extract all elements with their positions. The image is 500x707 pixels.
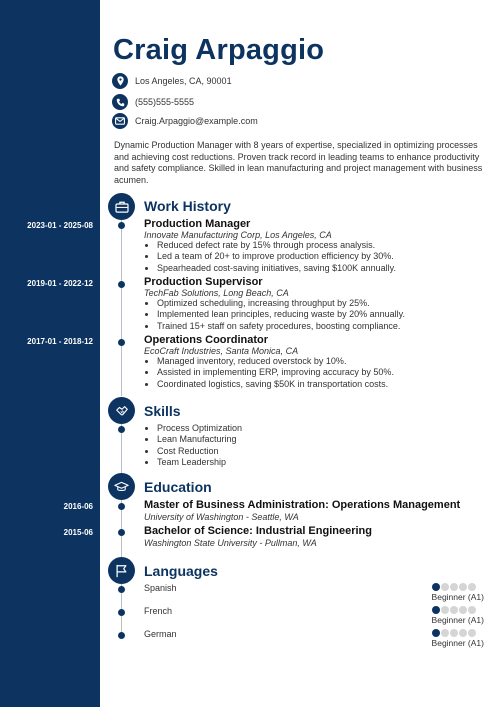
languages-heading: Languages bbox=[144, 563, 218, 579]
briefcase-icon bbox=[108, 193, 135, 220]
language-level: Beginner (A1) bbox=[431, 592, 484, 602]
timeline-dot bbox=[118, 281, 125, 288]
job-title: Production Supervisor bbox=[144, 276, 263, 288]
skill-item: • Lean Manufacturing bbox=[157, 434, 242, 445]
job-company: TechFab Solutions, Long Beach, CA bbox=[144, 288, 289, 298]
school-name: University of Washington - Seattle, WA bbox=[144, 512, 299, 522]
rating-dot-empty bbox=[468, 583, 476, 591]
timeline-dot bbox=[118, 632, 125, 639]
contact-email[interactable] bbox=[112, 113, 258, 129]
rating-dot-empty bbox=[459, 629, 467, 637]
job-bullets bbox=[157, 240, 396, 274]
timeline-dot bbox=[118, 586, 125, 593]
work-history-heading: Work History bbox=[144, 198, 231, 214]
rating-dot-filled bbox=[432, 629, 440, 637]
rating-dot-empty bbox=[468, 629, 476, 637]
job-bullet: • Led a team of 20+ to improve production efficiency by 30%. bbox=[157, 251, 396, 262]
job-bullets bbox=[157, 298, 405, 332]
job-bullet: • Optimized scheduling, increasing throughput by 25%. bbox=[157, 298, 405, 309]
envelope-icon bbox=[112, 113, 128, 129]
language-name: German bbox=[144, 629, 177, 639]
graduation-cap-icon bbox=[108, 473, 135, 500]
language-name: French bbox=[144, 606, 173, 616]
job-bullet: • Spearheaded cost-saving initiatives, saving $100K annually. bbox=[157, 263, 396, 274]
language-rating bbox=[432, 606, 477, 614]
contact-address bbox=[112, 73, 232, 89]
rating-dot-empty bbox=[441, 629, 449, 637]
timeline-dot bbox=[118, 609, 125, 616]
job-dates: 2019-01 - 2022-12 bbox=[27, 279, 93, 288]
flag-icon bbox=[108, 557, 135, 584]
skill-item: • Process Optimization bbox=[157, 423, 242, 434]
phone-icon bbox=[112, 94, 128, 110]
job-title: Operations Coordinator bbox=[144, 334, 269, 346]
job-title: Production Manager bbox=[144, 218, 251, 230]
rating-dot-empty bbox=[459, 583, 467, 591]
rating-dot-filled bbox=[432, 606, 440, 614]
job-bullet: • Implemented lean principles, reducing waste by 20% annually. bbox=[157, 309, 405, 320]
language-rating bbox=[432, 583, 477, 591]
rating-dot-empty bbox=[459, 606, 467, 614]
contact-phone bbox=[112, 94, 194, 110]
timeline-line-work bbox=[121, 216, 122, 396]
job-bullet: • Coordinated logistics, saving $50K in transportation costs. bbox=[157, 379, 394, 390]
skill-item: • Team Leadership bbox=[157, 457, 242, 468]
job-bullet: • Assisted in implementing ERP, improving accuracy by 50%. bbox=[157, 367, 394, 378]
rating-dot-empty bbox=[441, 606, 449, 614]
rating-dot-filled bbox=[432, 583, 440, 591]
language-level: Beginner (A1) bbox=[431, 615, 484, 625]
timeline-dot bbox=[118, 426, 125, 433]
education-heading: Education bbox=[144, 479, 212, 495]
education-date: 2015-06 bbox=[63, 528, 93, 537]
address-text: Los Angeles, CA, 90001 bbox=[135, 76, 232, 86]
skills-list bbox=[157, 423, 242, 468]
language-name: Spanish bbox=[144, 583, 177, 593]
timeline-dot bbox=[118, 339, 125, 346]
job-company: EcoCraft Industries, Santa Monica, CA bbox=[144, 346, 299, 356]
degree-title: Master of Business Administration: Operations Management bbox=[144, 499, 461, 511]
job-dates: 2023-01 - 2025-08 bbox=[27, 221, 93, 230]
job-company: Innovate Manufacturing Corp, Los Angeles, CA bbox=[144, 230, 332, 240]
location-pin-icon bbox=[112, 73, 128, 89]
phone-text: (555)555-5555 bbox=[135, 97, 195, 107]
rating-dot-empty bbox=[450, 606, 458, 614]
language-rating bbox=[432, 629, 477, 637]
email-link[interactable]: Craig.Arpaggio@example.com bbox=[135, 116, 258, 126]
handshake-icon bbox=[108, 397, 135, 424]
timeline-dot bbox=[118, 222, 125, 229]
rating-dot-empty bbox=[441, 583, 449, 591]
timeline-dot bbox=[118, 529, 125, 536]
job-bullet: • Managed inventory, reduced overstock by 10%. bbox=[157, 356, 394, 367]
job-bullets bbox=[157, 356, 394, 390]
skill-item: • Cost Reduction bbox=[157, 446, 242, 457]
professional-summary: Dynamic Production Manager with 8 years of expertise, specialized in optimizing processes and achieving cost reductions. Proven track record in leading teams to enhance productivity and safety compliance. Skilled in lean manufacturing and project management with business acumen. bbox=[114, 140, 483, 185]
rating-dot-empty bbox=[468, 606, 476, 614]
job-bullet: • Trained 15+ staff on safety procedures, boosting compliance. bbox=[157, 321, 405, 332]
degree-title: Bachelor of Science: Industrial Engineering bbox=[144, 525, 372, 537]
education-date: 2016-06 bbox=[63, 502, 93, 511]
language-level: Beginner (A1) bbox=[431, 638, 484, 648]
job-dates: 2017-01 - 2018-12 bbox=[27, 337, 93, 346]
skills-heading: Skills bbox=[144, 403, 181, 419]
rating-dot-empty bbox=[450, 583, 458, 591]
sidebar bbox=[0, 0, 100, 707]
rating-dot-empty bbox=[450, 629, 458, 637]
timeline-dot bbox=[118, 503, 125, 510]
job-bullet: • Reduced defect rate by 15% through process analysis. bbox=[157, 240, 396, 251]
candidate-name: Craig Arpaggio bbox=[113, 34, 325, 66]
school-name: Washington State University - Pullman, WA bbox=[144, 538, 317, 548]
